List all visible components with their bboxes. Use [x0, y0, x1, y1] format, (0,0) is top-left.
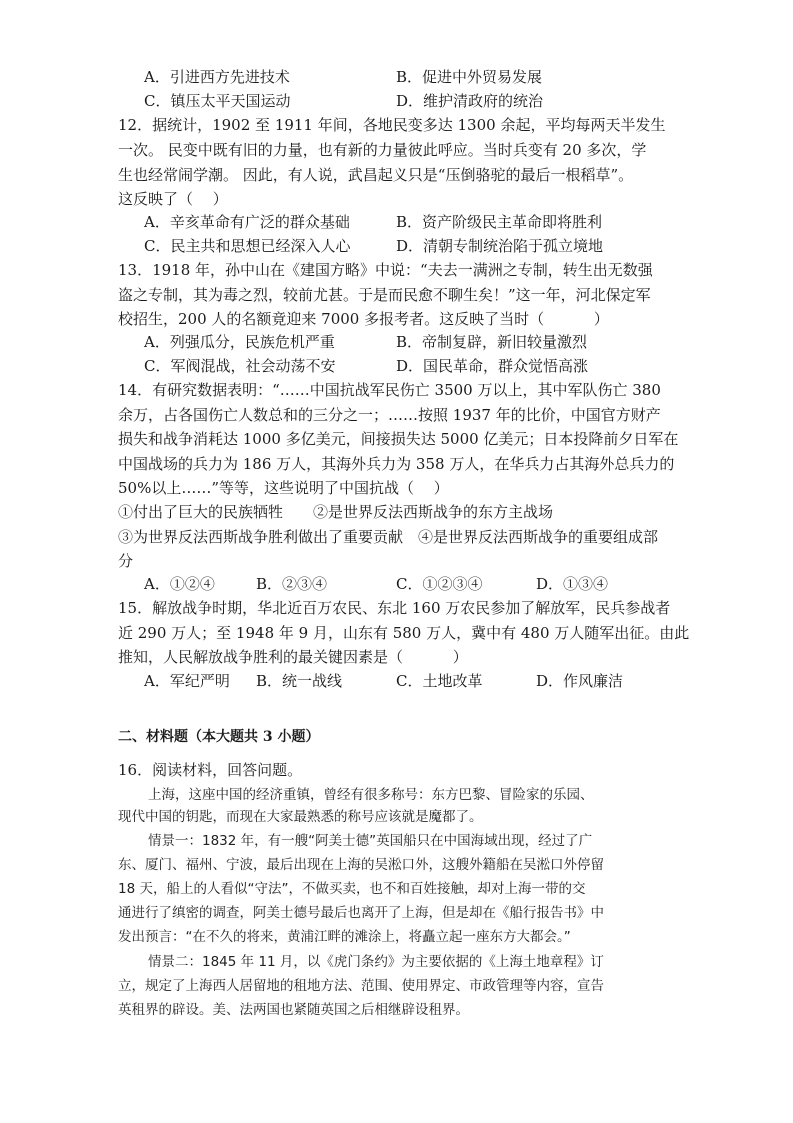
q16-material-line-7: 发出预言：“在不久的将来，黄浦江畔的滩涂上，将矗立起一座东方大都会。”: [118, 929, 571, 945]
q13-option-c: C．军阀混战，社会动荡不安: [144, 357, 336, 375]
q12-option-b: B．资产阶级民主革命即将胜利: [396, 213, 603, 231]
q14-option-d: D．①③④: [536, 575, 609, 593]
q12-stem-line-3: 生也经常闹学潮。 因此，有人说，武昌起义只是“压倒骆驼的最后一根稻草”。: [118, 166, 634, 184]
q11-option-d: D．维护清政府的统治: [396, 92, 544, 110]
q13-option-d: D．国民革命，群众觉悟高涨: [396, 357, 589, 375]
q16-stem: 16．阅读材料，回答问题。: [118, 761, 303, 779]
q13-stem-line-1: 13．1918 年，孙中山在《建国方略》中说：“夫去一满洲之专制，转生出无数强: [118, 261, 653, 279]
q11-option-c: C．镇压太平天国运动: [144, 92, 291, 110]
q16-material-line-4: 东、厦门、福州、宁波，最后出现在上海的吴淞口外，这艘外籍船在吴淞口外停留: [118, 857, 604, 873]
q16-material-line-3: 情景一：1832 年，有一艘“阿美士德”英国船只在中国海域出现，经过了广: [148, 833, 593, 849]
q13-option-b: B．帝制复辟，新旧较量激烈: [396, 333, 588, 351]
q14-option-c: C．①②③④: [396, 575, 483, 593]
q14-stem-line-3: 损失和战争消耗达 1000 多亿美元，间接损失达 5000 亿美元；日本投降前夕日军在: [118, 430, 679, 448]
q14-stem-line-1: 14．有研究数据表明：“……中国抗战军民伤亡 3500 万以上，其中军队伤亡 380: [118, 381, 661, 399]
q14-stem-line-2: 余万，占各国伤亡人数总和的三分之一；……按照 1937 年的比价，中国官方财产: [118, 406, 661, 424]
q12-option-a: A．辛亥革命有广泛的群众基础: [144, 213, 350, 231]
q16-material-line-10: 英租界的辟设。美、法两国也紧随英国之后相继辟设租界。: [118, 1002, 469, 1018]
q14-statement-line-3: 分: [118, 552, 134, 570]
section-heading: 二、材料题（本大题共 3 小题）: [118, 729, 320, 745]
q16-material-line-6: 通进行了缜密的调查，阿美士德号最后也离开了上海，但是却在《船行报告书》中: [118, 905, 604, 921]
q11-option-b: B．促进中外贸易发展: [396, 68, 543, 86]
q12-option-d: D．清朝专制统治陷于孤立境地: [396, 237, 604, 255]
q16-material-line-5: 18 天，船上的人看似“守法”，不做买卖，也不和百姓接触，却对上海一带的交: [118, 881, 586, 897]
q15-stem-line-2: 近 290 万人；至 1948 年 9 月，山东有 580 万人，冀中有 480 万人随军出征。由此: [118, 624, 690, 642]
q13-stem-line-2: 盗之专制，其为毒之烈，较前尤甚。于是而民愈不聊生矣！”这一年，河北保定军: [118, 286, 651, 304]
q15-option-d: D．作风廉洁: [536, 672, 624, 690]
q11-option-a: A．引进西方先进技术: [144, 68, 290, 86]
q13-option-a: A．列强瓜分，民族危机严重: [144, 333, 335, 351]
q14-statement-line-1: ①付出了巨大的民族牺牲 ②是世界反法西斯战争的东方主战场: [118, 503, 554, 521]
q14-stem-line-4: 中国战场的兵力为 186 万人，其海外兵力为 358 万人，在华兵力占其海外总兵力的: [118, 455, 675, 473]
q15-stem-line-1: 15．解放战争时期，华北近百万农民、东北 160 万农民参加了解放军，民兵参战者: [118, 599, 671, 617]
q14-option-a: A．①②④: [144, 575, 215, 593]
q13-stem-line-3: 校招生，200 人的名额竟迎来 7000 多报考者。这反映了当时（ ）: [118, 310, 609, 328]
q15-option-c: C．土地改革: [396, 672, 483, 690]
q12-stem-line-1: 12．据统计，1902 至 1911 年间，各地民变多达 1300 余起，平均每两天半发生: [118, 116, 666, 134]
q15-option-b: B．统一战线: [256, 672, 343, 690]
q15-option-a: A．军纪严明: [144, 672, 230, 690]
q12-option-c: C．民主共和思想已经深入人心: [144, 237, 351, 255]
q15-stem-line-3: 推知，人民解放战争胜利的最关键因素是（ ）: [118, 648, 468, 666]
q14-statement-line-2: ③为世界反法西斯战争胜利做出了重要贡献 ④是世界反法西斯战争的重要组成部: [118, 528, 659, 546]
q14-stem-line-5: 50%以上……”等等，这些说明了中国抗战（ ）: [118, 479, 449, 497]
q16-material-line-1: 上海，这座中国的经济重镇，曾经有很多称号：东方巴黎、冒险家的乐园、: [148, 787, 594, 803]
q12-stem-line-4: 这反映了（ ）: [118, 190, 228, 208]
q14-option-b: B．②③④: [256, 575, 328, 593]
q16-material-line-2: 现代中国的钥匙，而现在大家最熟悉的称号应该就是魔都了。: [118, 809, 483, 825]
q16-material-line-8: 情景二：1845 年 11 月，以《虎门条约》为主要依据的《上海土地章程》订: [148, 954, 604, 970]
q12-stem-line-2: 一次。 民变中既有旧的力量，也有新的力量彼此呼应。当时兵变有 20 多次，学: [118, 141, 647, 159]
q16-material-line-9: 立，规定了上海西人居留地的租地方法、范围、使用界定、市政管理等内容，宣告: [118, 978, 604, 994]
